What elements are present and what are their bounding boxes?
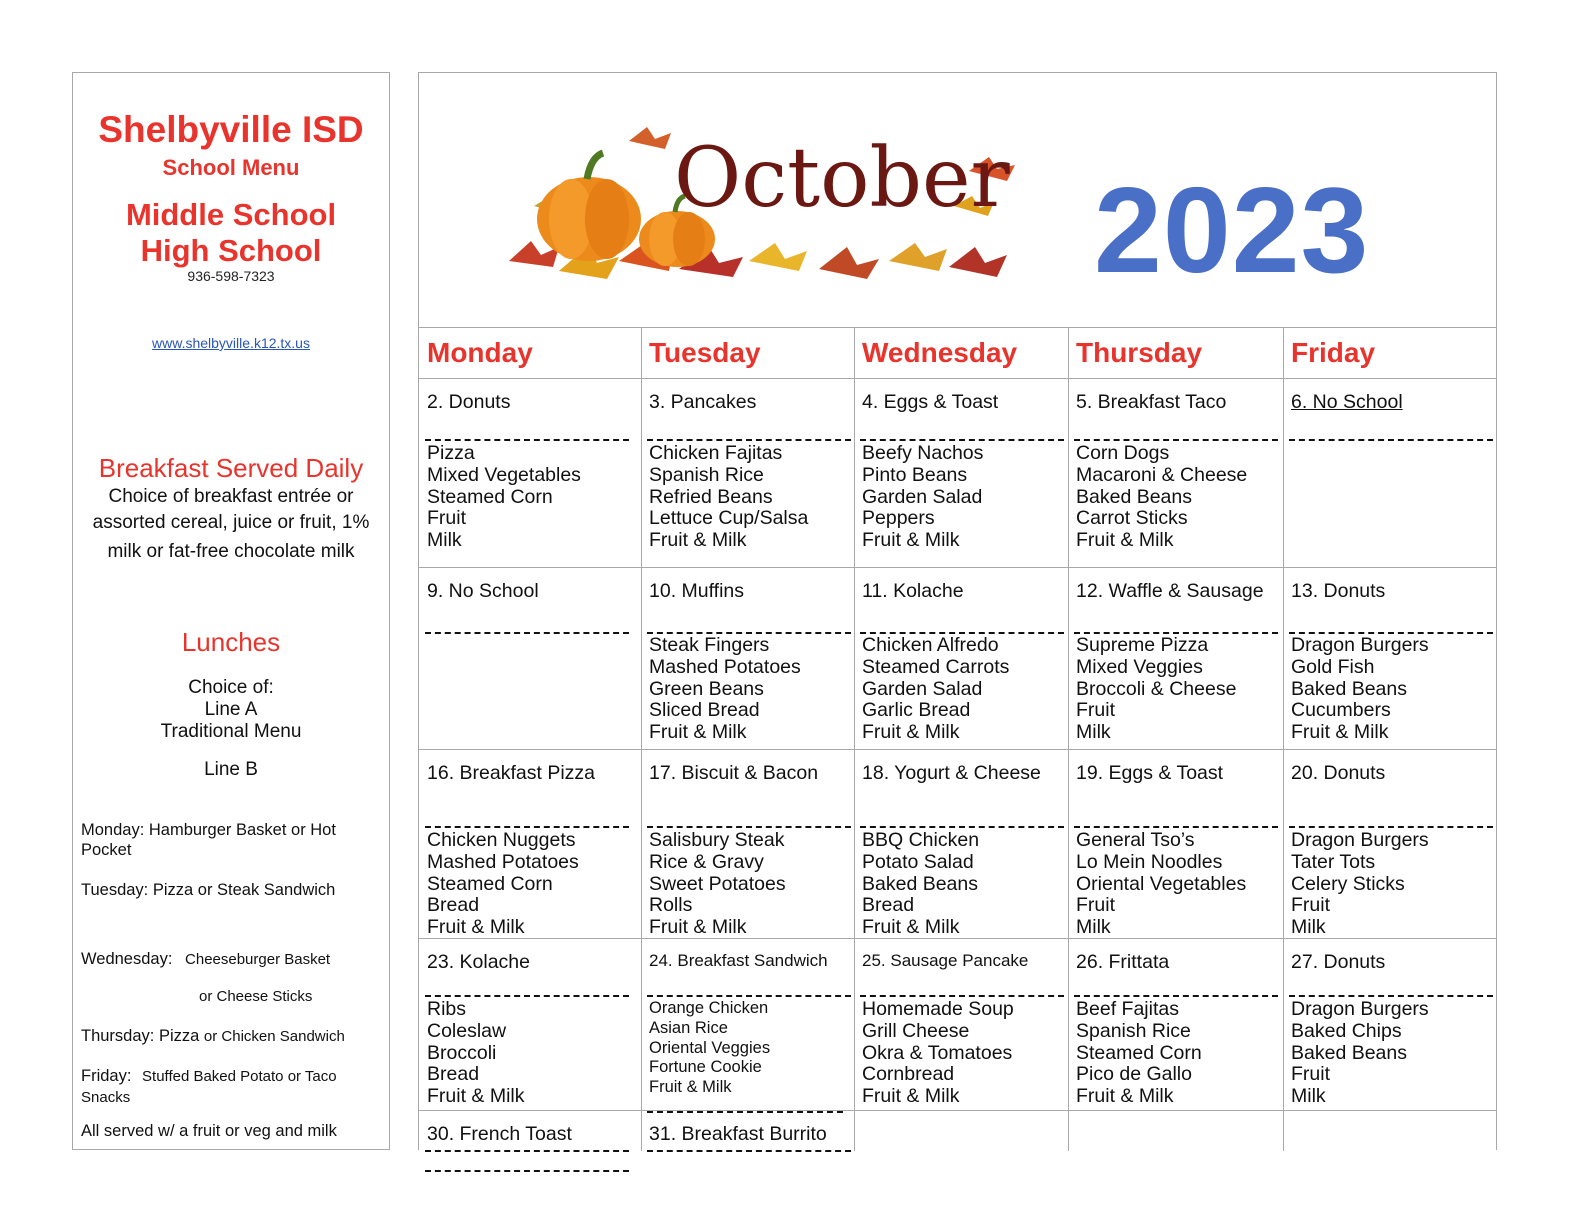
lunch-item: Steamed Carrots	[862, 655, 1010, 678]
lunch-item: Garden Salad	[862, 677, 983, 700]
menu-label: School Menu	[162, 155, 300, 180]
grid-row-line	[419, 378, 1496, 379]
lunch-item: Baked Beans	[1291, 677, 1408, 700]
lunch-item: Broccoli	[427, 1041, 497, 1064]
lunch-item: Cucumbers	[1291, 699, 1391, 722]
lunch-items	[1291, 635, 1429, 744]
lunch-items	[1076, 999, 1202, 1108]
breakfast-divider	[647, 1150, 851, 1152]
lunch-item: Beefy Nachos	[862, 442, 984, 464]
breakfast-item: 26. Frittata	[1076, 951, 1170, 973]
lunch-item: Pinto Beans	[862, 463, 968, 486]
day-header-friday: Friday	[1291, 337, 1376, 368]
lunch-item: Potato Salad	[862, 850, 974, 873]
lunch-item: Homemade Soup	[862, 998, 1014, 1020]
lunch-item: Milk	[1291, 916, 1326, 939]
breakfast-divider	[425, 826, 629, 828]
lunch-item: Fruit & Milk	[1291, 721, 1389, 744]
lunch-item: Carrot Sticks	[1076, 507, 1188, 530]
lunch-item: Sweet Potatoes	[649, 872, 786, 895]
breakfast-divider	[860, 439, 1064, 441]
website-link[interactable]: www.shelbyville.k12.tx.us	[152, 335, 310, 351]
lunch-item: Dragon Burgers	[1291, 829, 1429, 851]
lunch-item: Fruit & Milk	[427, 916, 525, 939]
phone-number: 936-598-7323	[187, 268, 275, 284]
breakfast-heading: Breakfast Served Daily	[98, 453, 364, 483]
breakfast-divider	[647, 995, 851, 997]
lunches-heading: Lunches	[181, 627, 281, 657]
lunch-item: Mashed Potatoes	[649, 655, 801, 678]
breakfast-item: 11. Kolache	[862, 580, 964, 602]
breakfast-item: 16. Breakfast Pizza	[427, 762, 595, 784]
lunch-item: Sliced Bread	[649, 699, 760, 722]
lunch-item: Lo Mein Noodles	[1076, 850, 1223, 873]
breakfast-divider	[425, 632, 629, 634]
grid-row-line	[419, 567, 1496, 568]
lunch-item: Chicken Fajitas	[649, 442, 783, 464]
lunch-item: Mixed Vegetables	[427, 463, 581, 486]
lunch-item: Tater Tots	[1291, 850, 1376, 873]
wednesday-line-b	[81, 949, 377, 970]
lunch-item: Fruit & Milk	[427, 1085, 525, 1108]
lunch-items	[1076, 830, 1246, 939]
breakfast-item: 18. Yogurt & Cheese	[862, 762, 1041, 784]
lunch-item: Fruit	[427, 507, 466, 530]
lunch-item: Dragon Burgers	[1291, 634, 1429, 656]
wednesday-option-b: or Cheese Sticks	[199, 988, 313, 1005]
lunch-items	[1291, 830, 1429, 939]
breakfast-item: 2. Donuts	[427, 391, 511, 413]
breakfast-item: 3. Pancakes	[649, 391, 757, 413]
breakfast-line: milk or fat-free chocolate milk	[107, 541, 355, 562]
breakfast-divider	[1289, 826, 1493, 828]
line-b-label: Line B	[204, 759, 258, 780]
lunch-items	[1076, 635, 1236, 744]
grid-column-line	[641, 327, 642, 1151]
lunch-item: Ribs	[427, 998, 467, 1020]
lunch-item: Pizza	[427, 442, 475, 464]
choice-line: Choice of:	[188, 677, 274, 698]
lunch-item: Grill Cheese	[862, 1019, 970, 1042]
breakfast-divider	[860, 995, 1064, 997]
breakfast-item: 4. Eggs & Toast	[862, 391, 999, 413]
breakfast-divider	[1289, 439, 1493, 441]
month-title: October	[674, 131, 1010, 226]
breakfast-divider	[860, 826, 1064, 828]
friday-label: Friday:	[81, 1067, 132, 1085]
lunch-item: Steamed Corn	[1076, 1041, 1202, 1064]
grid-column-line	[1283, 327, 1284, 1151]
day-header-monday: Monday	[427, 337, 533, 368]
choice-line: Traditional Menu	[160, 721, 302, 742]
lunch-item: Celery Sticks	[1291, 872, 1405, 895]
breakfast-item: 10. Muffins	[649, 580, 745, 602]
lunch-items	[649, 830, 786, 939]
lunch-items	[1291, 999, 1429, 1108]
lunch-items	[862, 443, 983, 552]
lunch-item: Steak Fingers	[649, 634, 770, 656]
lunch-item: Refried Beans	[649, 485, 773, 508]
lunch-items	[427, 830, 579, 939]
friday-line-b	[81, 1066, 377, 1108]
info-sidebar	[72, 72, 390, 1150]
year-label: 2023	[1094, 162, 1370, 298]
lunch-item: Salisbury Steak	[649, 829, 785, 851]
lunch-item: Rolls	[649, 894, 693, 917]
breakfast-item: 31. Breakfast Burrito	[649, 1123, 827, 1145]
breakfast-item: 19. Eggs & Toast	[1076, 762, 1224, 784]
breakfast-item: 6. No School	[1291, 391, 1403, 413]
lunch-item: Oriental Veggies	[649, 1038, 771, 1057]
lunch-item: Orange Chicken	[649, 999, 769, 1017]
lunch-items	[862, 635, 1009, 744]
district-name: Shelbyville ISD	[98, 109, 364, 150]
lunch-items	[427, 443, 581, 552]
lunch-item: Asian Rice	[649, 1018, 728, 1037]
breakfast-divider	[425, 439, 629, 441]
lunch-item: Okra & Tomatoes	[862, 1041, 1013, 1064]
lunch-item: Gold Fish	[1291, 655, 1375, 678]
lunch-item: Baked Beans	[1291, 1041, 1408, 1064]
lunch-item: Milk	[1076, 916, 1111, 939]
breakfast-item: 9. No School	[427, 580, 539, 602]
breakfast-divider	[647, 826, 851, 828]
breakfast-item: 5. Breakfast Taco	[1076, 391, 1227, 413]
lunch-item: Fruit	[1291, 894, 1330, 917]
lunch-item: Baked Beans	[862, 872, 979, 895]
thursday-label: Thursday: Pizza	[81, 1027, 200, 1045]
grid-row-line	[419, 1110, 1496, 1111]
lunch-item: Spanish Rice	[1076, 1019, 1191, 1042]
wednesday-label: Wednesday:	[81, 950, 173, 968]
lunch-item: Coleslaw	[427, 1019, 507, 1042]
breakfast-item: 27. Donuts	[1291, 951, 1386, 973]
breakfast-item: 25. Sausage Pancake	[862, 951, 1029, 970]
grid-row-line	[419, 749, 1496, 750]
lunch-items	[862, 830, 979, 939]
menu-calendar	[418, 72, 1497, 1150]
lunch-item: Chicken Nuggets	[427, 829, 576, 851]
breakfast-divider	[647, 439, 851, 441]
lunch-item: Mashed Potatoes	[427, 850, 579, 873]
breakfast-divider	[647, 1111, 843, 1113]
school-level-high: High School	[140, 233, 322, 268]
lunch-item: Garlic Bread	[862, 699, 971, 722]
lunch-item: Supreme Pizza	[1076, 634, 1209, 656]
lunch-item: Green Beans	[649, 677, 764, 700]
lunch-item: BBQ Chicken	[862, 829, 980, 851]
lunch-item: Fruit & Milk	[862, 529, 960, 552]
monday-line-b: Monday: Hamburger Basket or Hot Pocket	[81, 821, 336, 859]
choice-line: Line A	[204, 699, 258, 720]
lunch-items	[427, 999, 525, 1108]
day-header-tuesday: Tuesday	[649, 337, 761, 368]
lunch-items	[1076, 443, 1247, 552]
lunch-item: Corn Dogs	[1076, 442, 1170, 464]
breakfast-line: assorted cereal, juice or fruit, 1%	[92, 512, 370, 533]
lunch-item: Bread	[427, 894, 480, 917]
grid-column-line	[1068, 327, 1069, 1151]
breakfast-item: 13. Donuts	[1291, 580, 1386, 602]
breakfast-divider	[425, 1150, 629, 1152]
lunch-item: Beef Fajitas	[1076, 998, 1179, 1020]
october-title-art	[499, 111, 1019, 281]
lunch-item: Fruit	[1076, 699, 1115, 722]
day-header-wednesday: Wednesday	[862, 337, 1018, 368]
breakfast-divider	[1074, 826, 1278, 828]
lunch-item: Milk	[427, 529, 462, 552]
school-level-middle: Middle School	[125, 197, 337, 232]
lunch-item: Fruit & Milk	[862, 721, 960, 744]
grid-column-line	[854, 327, 855, 1151]
lunch-item: Milk	[1291, 1085, 1326, 1108]
lunch-items	[649, 999, 770, 1098]
breakfast-item: 24. Breakfast Sandwich	[649, 951, 828, 970]
thursday-option: or Chicken Sandwich	[203, 1028, 345, 1045]
breakfast-divider	[1289, 995, 1493, 997]
all-served-note: All served w/ a fruit or veg and milk	[81, 1122, 337, 1140]
lunch-item: Fruit & Milk	[1076, 529, 1174, 552]
lunch-items	[649, 635, 801, 744]
thursday-line-b	[81, 1026, 377, 1047]
lunch-item: Garden Salad	[862, 485, 983, 508]
lunch-item: Fruit	[1291, 1063, 1330, 1086]
lunch-item: Milk	[1076, 721, 1111, 744]
lunch-item: Pico de Gallo	[1076, 1063, 1192, 1086]
day-header-thursday: Thursday	[1076, 337, 1203, 368]
lunch-item: Oriental Vegetables	[1076, 872, 1247, 895]
lunch-choice	[73, 677, 389, 743]
lunch-item: Broccoli & Cheese	[1076, 677, 1237, 700]
breakfast-item: 23. Kolache	[427, 951, 530, 973]
lunch-item: Peppers	[862, 507, 935, 530]
lunch-items	[649, 443, 808, 552]
breakfast-item: 20. Donuts	[1291, 762, 1386, 784]
lunch-item: General Tso’s	[1076, 829, 1195, 851]
lunch-item: Steamed Corn	[427, 485, 553, 508]
breakfast-item: 30. French Toast	[427, 1123, 572, 1145]
lunch-item: Fruit & Milk	[649, 916, 747, 939]
lunch-item: Fruit & Milk	[862, 1085, 960, 1108]
lunch-item: Fortune Cookie	[649, 1058, 762, 1077]
lunch-item: Spanish Rice	[649, 463, 764, 486]
breakfast-line: Choice of breakfast entrée or	[108, 486, 354, 507]
grid-row-line	[419, 327, 1496, 328]
breakfast-divider	[1074, 995, 1278, 997]
lunch-item: Bread	[427, 1063, 480, 1086]
lunch-item: Dragon Burgers	[1291, 998, 1429, 1020]
breakfast-description	[85, 484, 377, 565]
wednesday-option-a: Cheeseburger Basket	[185, 951, 331, 968]
lunch-item: Cornbread	[862, 1063, 955, 1086]
lunch-item: Fruit & Milk	[1076, 1085, 1174, 1108]
friday-option: Stuffed Baked Potato or Taco Snacks	[81, 1068, 337, 1106]
lunch-item: Steamed Corn	[427, 872, 553, 895]
lunch-item: Mixed Veggies	[1076, 655, 1203, 678]
lunch-item: Fruit	[1076, 894, 1115, 917]
lunch-item: Baked Chips	[1291, 1019, 1402, 1042]
lunch-items	[862, 999, 1014, 1108]
lunch-item: Lettuce Cup/Salsa	[649, 507, 809, 530]
lunch-item: Rice & Gravy	[649, 850, 764, 873]
lunch-item: Chicken Alfredo	[862, 634, 999, 656]
breakfast-item: 12. Waffle & Sausage	[1076, 580, 1264, 602]
lunch-item: Fruit & Milk	[862, 916, 960, 939]
lunch-item: Fruit & Milk	[649, 1078, 732, 1097]
lunch-item: Fruit & Milk	[649, 529, 747, 552]
breakfast-divider	[425, 995, 629, 997]
breakfast-divider	[1074, 439, 1278, 441]
lunch-item: Bread	[862, 894, 915, 917]
breakfast-divider	[425, 1170, 629, 1172]
lunch-item: Baked Beans	[1076, 485, 1193, 508]
lunch-item: Fruit & Milk	[649, 721, 747, 744]
tuesday-line-b: Tuesday: Pizza or Steak Sandwich	[81, 881, 336, 899]
lunch-item: Macaroni & Cheese	[1076, 463, 1248, 486]
breakfast-item: 17. Biscuit & Bacon	[649, 762, 819, 784]
